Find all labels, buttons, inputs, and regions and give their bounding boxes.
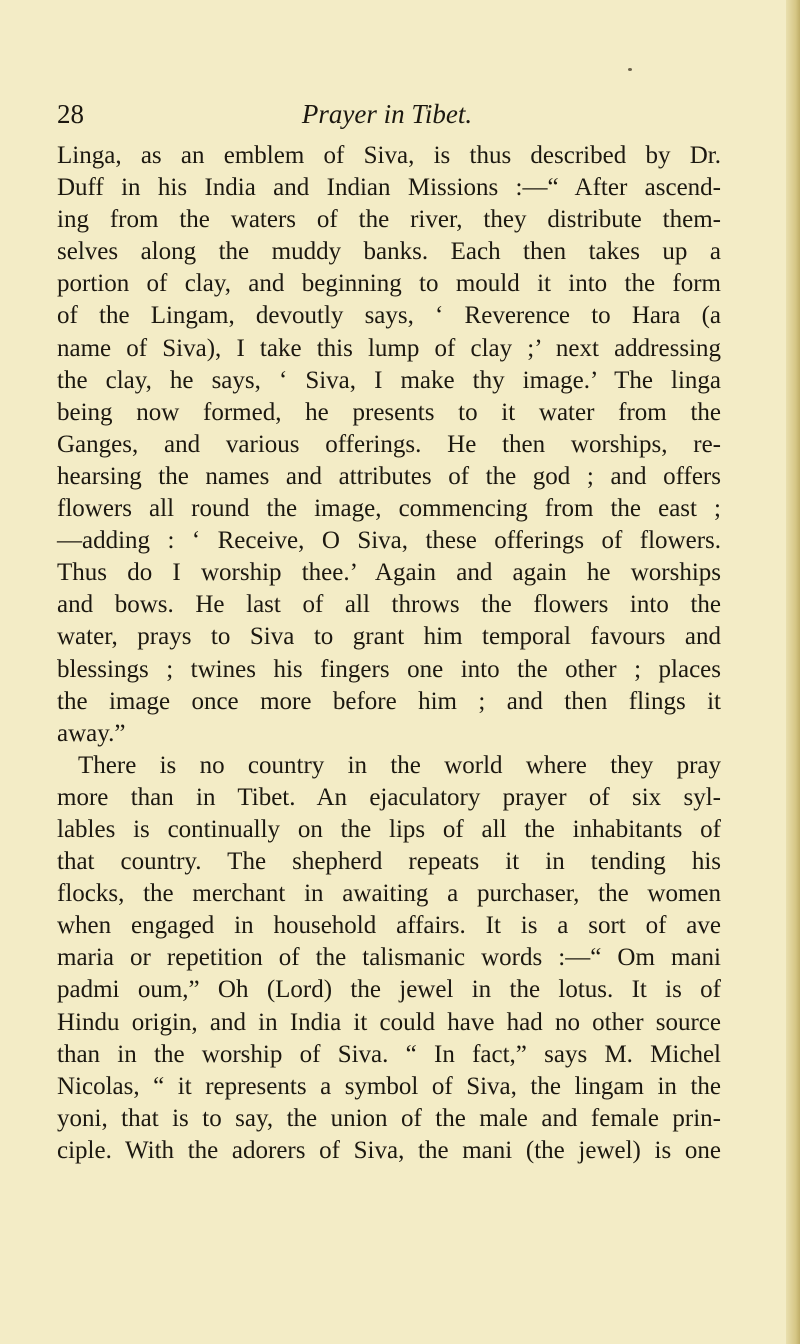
page-number: 28: [57, 99, 84, 129]
text-line: selves along the muddy banks. Each then takes up a: [57, 238, 721, 266]
text-line: Thus do I worship thee.’ Again and again he worships: [57, 559, 721, 587]
body-text: [57, 140, 721, 1167]
text-line: more than in Tibet. An ejaculatory prayer of six syl-: [57, 783, 721, 811]
text-line: the image once more before him ; and then flings it: [57, 687, 721, 715]
text-line: portion of clay, and beginning to mould it into the form: [57, 270, 721, 298]
paper-speck: [628, 68, 632, 71]
text-line: Duff in his India and Indian Missions :—“ After ascend-: [57, 174, 721, 202]
text-line: of the Lingam, devoutly says, ‘ Reverence to Hara (a: [57, 302, 721, 330]
text-line: that country. The shepherd repeats it in tending his: [57, 848, 721, 876]
text-line: than in the worship of Siva. “ In fact,” says M. Michel: [57, 1040, 721, 1068]
text-line: and bows. He last of all throws the flowers into the: [57, 591, 721, 619]
paragraph-start-line: There is no country in the world where they pray: [78, 751, 721, 779]
text-line: name of Siva), I take this lump of clay ;’ next addressing: [57, 334, 721, 362]
text-line: padmi oum,” Oh (Lord) the jewel in the lotus. It is of: [57, 976, 721, 1004]
paragraph-end-line: away.”: [57, 719, 126, 747]
text-line: when engaged in household affairs. It is a sort of ave: [57, 912, 721, 940]
page-header: [57, 99, 717, 139]
text-line: flowers all round the image, commencing from the east ;: [57, 495, 721, 523]
text-line: hearsing the names and attributes of the god ; and offers: [57, 462, 721, 490]
text-line: flocks, the merchant in awaiting a purchaser, the women: [57, 880, 721, 908]
text-line: being now formed, he presents to it water from the: [57, 398, 721, 426]
text-line: lables is continually on the lips of all the inhabitants of: [57, 815, 721, 843]
text-line: the clay, he says, ‘ Siva, I make thy image.’ The linga: [57, 366, 721, 394]
text-line: Hindu origin, and in India it could have had no other source: [57, 1008, 721, 1036]
text-line: —adding : ‘ Receive, O Siva, these offerings of flowers.: [57, 527, 721, 555]
text-line: yoni, that is to say, the union of the male and female prin-: [57, 1104, 721, 1132]
text-line: blessings ; twines his fingers one into the other ; places: [57, 655, 721, 683]
text-line: Linga, as an emblem of Siva, is thus described by Dr.: [57, 142, 721, 169]
text-line: ing from the waters of the river, they distribute them-: [57, 206, 721, 234]
text-line: maria or repetition of the talismanic words :—“ Om mani: [57, 944, 721, 972]
text-line: Nicolas, “ it represents a symbol of Siva, the lingam in the: [57, 1072, 721, 1100]
page-edge-shadow: [786, 0, 800, 1344]
text-line: Ganges, and various offerings. He then worships, re-: [57, 430, 721, 458]
text-line: ciple. With the adorers of Siva, the mani (the jewel) is one: [57, 1136, 721, 1164]
running-head: Prayer in Tibet.: [301, 99, 473, 129]
text-line: water, prays to Siva to grant him temporal favours and: [57, 623, 721, 651]
